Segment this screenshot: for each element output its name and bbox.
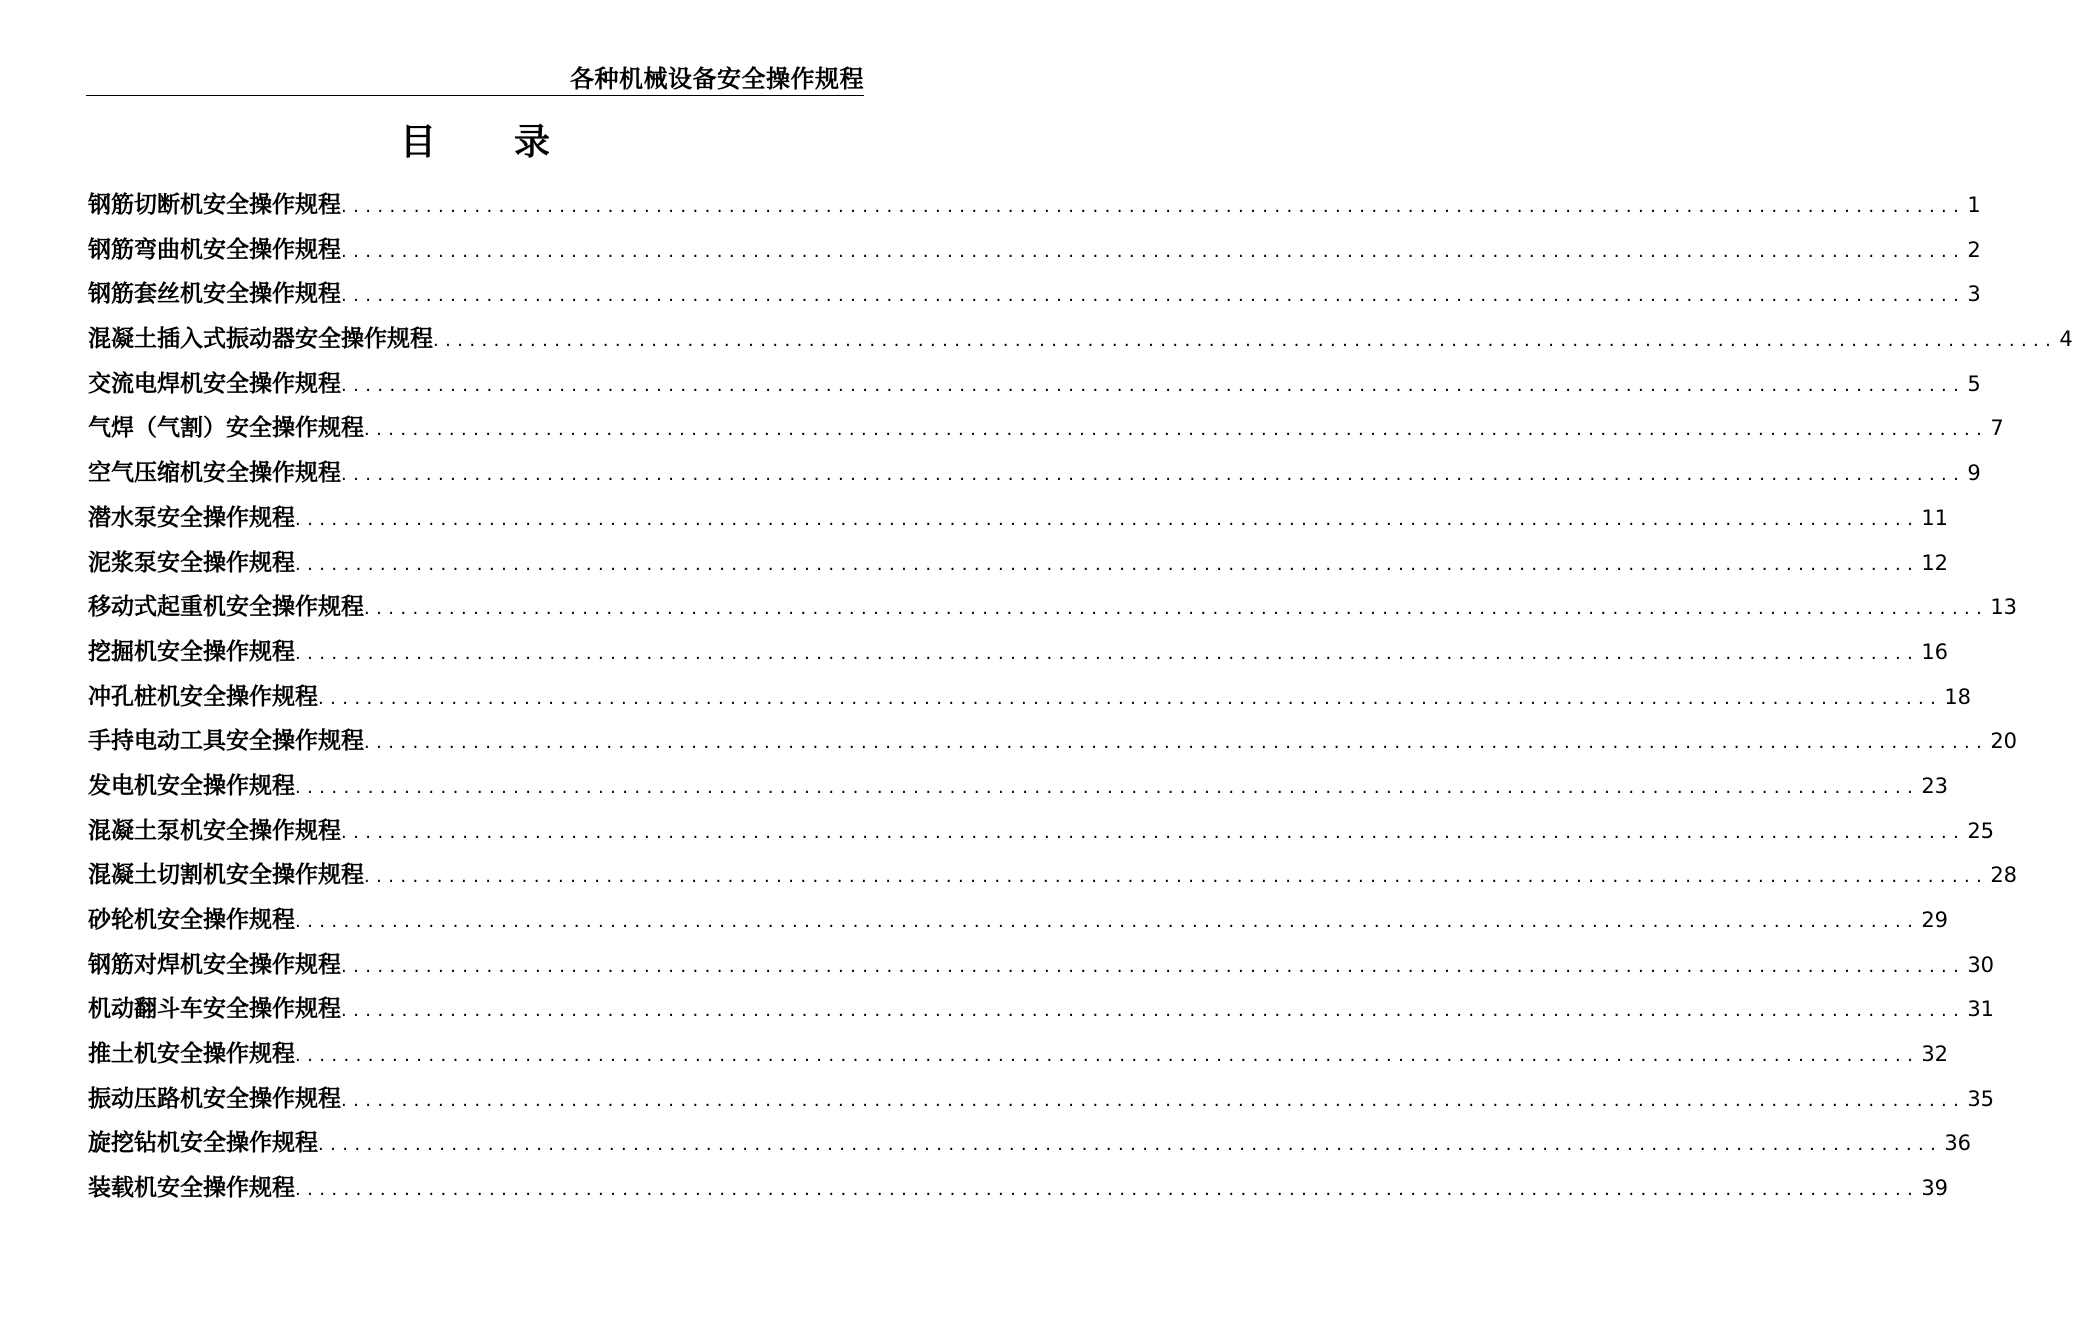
toc-entry-title: 交流电焊机安全操作规程 bbox=[88, 370, 341, 397]
toc-dot-leader: ...................................................................................................................................... bbox=[341, 464, 1966, 486]
toc-page-number: 5 bbox=[1967, 371, 1981, 396]
toc-dot-leader: ...................................................................................................................................... bbox=[341, 196, 1966, 217]
toc-page-number: 39 bbox=[1921, 1176, 1949, 1201]
toc-dot-leader: ...................................................................................................................................... bbox=[295, 553, 1920, 575]
toc-dot-leader: ...................................................................................................................................... bbox=[364, 419, 1989, 441]
toc-entry[interactable] bbox=[88, 451, 1981, 496]
toc-entry[interactable] bbox=[88, 406, 2004, 451]
toc-entry[interactable] bbox=[88, 1032, 1949, 1077]
toc-entry-title: 装载机安全操作规程 bbox=[88, 1175, 295, 1202]
toc-entry[interactable] bbox=[88, 987, 1995, 1032]
toc-entry[interactable] bbox=[88, 898, 1949, 943]
toc-page-number: 13 bbox=[1990, 595, 2018, 620]
toc-dot-leader: ...................................................................................................................................... bbox=[364, 598, 1989, 620]
toc-entry-title: 钢筋弯曲机安全操作规程 bbox=[88, 236, 341, 263]
toc-entry[interactable] bbox=[88, 541, 1949, 586]
toc-list bbox=[88, 183, 2073, 1211]
toc-page-number: 12 bbox=[1921, 550, 1949, 575]
toc-page-number: 29 bbox=[1921, 908, 1949, 932]
toc-entry[interactable] bbox=[88, 362, 1981, 407]
toc-page-number: 1 bbox=[1967, 193, 1981, 217]
toc-entry-title: 挖掘机安全操作规程 bbox=[88, 638, 295, 665]
toc-dot-leader: ...................................................................................................................................... bbox=[295, 508, 1920, 530]
toc-entry-title: 泥浆泵安全操作规程 bbox=[88, 549, 295, 576]
toc-page-number: 11 bbox=[1921, 505, 1949, 530]
toc-entry-title: 移动式起重机安全操作规程 bbox=[88, 594, 364, 621]
toc-dot-leader: ...................................................................................................................................... bbox=[295, 911, 1920, 932]
toc-dot-leader: ...................................................................................................................................... bbox=[433, 330, 2058, 352]
toc-page-number: 25 bbox=[1967, 818, 1995, 843]
toc-dot-leader: ...................................................................................................................................... bbox=[295, 1045, 1920, 1067]
toc-heading: 目录 bbox=[399, 122, 628, 163]
toc-entry[interactable] bbox=[88, 496, 1949, 541]
toc-entry-title: 钢筋套丝机安全操作规程 bbox=[88, 281, 341, 308]
toc-dot-leader: ...................................................................................................................................... bbox=[341, 955, 1966, 977]
toc-entry[interactable] bbox=[88, 853, 2018, 898]
toc-dot-leader: ...................................................................................................................................... bbox=[295, 1179, 1920, 1201]
toc-entry-title: 推土机安全操作规程 bbox=[88, 1041, 295, 1068]
toc-dot-leader: ...................................................................................................................................... bbox=[295, 642, 1920, 664]
toc-page-number: 31 bbox=[1967, 997, 1995, 1022]
toc-entry-title: 砂轮机安全操作规程 bbox=[88, 907, 295, 933]
toc-page-number: 30 bbox=[1967, 952, 1995, 977]
toc-entry[interactable] bbox=[88, 809, 1995, 854]
toc-dot-leader: ...................................................................................................................................... bbox=[318, 1134, 1943, 1156]
toc-page-number: 4 bbox=[2059, 327, 2073, 352]
toc-page-number: 23 bbox=[1921, 773, 1949, 798]
toc-entry[interactable] bbox=[88, 943, 1995, 988]
toc-entry[interactable] bbox=[88, 675, 1972, 720]
toc-dot-leader: ...................................................................................................................................... bbox=[341, 285, 1966, 307]
toc-entry-title: 冲孔桩机安全操作规程 bbox=[88, 683, 318, 710]
toc-entry-title: 混凝土插入式振动器安全操作规程 bbox=[88, 326, 433, 353]
toc-entry-title: 发电机安全操作规程 bbox=[88, 772, 295, 799]
toc-page-number: 16 bbox=[1921, 639, 1949, 664]
toc-entry[interactable] bbox=[88, 317, 2073, 362]
toc-entry-title: 手持电动工具安全操作规程 bbox=[88, 728, 364, 755]
toc-entry-title: 混凝土切割机安全操作规程 bbox=[88, 862, 364, 889]
toc-dot-leader: ...................................................................................................................................... bbox=[341, 1089, 1966, 1111]
toc-entry[interactable] bbox=[88, 183, 1981, 228]
toc-page-number: 36 bbox=[1944, 1131, 1972, 1156]
toc-entry[interactable] bbox=[88, 764, 1949, 809]
toc-page-number: 2 bbox=[1967, 237, 1981, 262]
toc-page-number: 28 bbox=[1990, 863, 2018, 888]
toc-entry-title: 钢筋切断机安全操作规程 bbox=[88, 192, 341, 218]
toc-page-number: 7 bbox=[1990, 416, 2004, 441]
toc-dot-leader: ...................................................................................................................................... bbox=[295, 776, 1920, 798]
toc-dot-leader: ...................................................................................................................................... bbox=[318, 687, 1943, 709]
toc-dot-leader: ...................................................................................................................................... bbox=[341, 821, 1966, 843]
toc-page-number: 35 bbox=[1967, 1086, 1995, 1111]
toc-dot-leader: ...................................................................................................................................... bbox=[341, 1000, 1966, 1022]
toc-entry[interactable] bbox=[88, 1077, 1995, 1122]
toc-entry-title: 机动翻斗车安全操作规程 bbox=[88, 996, 341, 1023]
document-header-title: 各种机械设备安全操作规程 bbox=[570, 65, 864, 93]
toc-dot-leader: ...................................................................................................................................... bbox=[364, 732, 1989, 754]
toc-page-number: 3 bbox=[1967, 282, 1981, 307]
toc-entry-title: 钢筋对焊机安全操作规程 bbox=[88, 951, 341, 978]
toc-entry-title: 混凝土泵机安全操作规程 bbox=[88, 817, 341, 844]
toc-entry[interactable] bbox=[88, 228, 1981, 273]
toc-entry[interactable] bbox=[88, 1166, 1949, 1211]
toc-dot-leader: ...................................................................................................................................... bbox=[364, 866, 1989, 888]
header-divider bbox=[86, 95, 864, 96]
toc-entry-title: 旋挖钻机安全操作规程 bbox=[88, 1130, 318, 1157]
toc-page-number: 9 bbox=[1967, 461, 1981, 486]
toc-entry[interactable] bbox=[88, 272, 1981, 317]
toc-entry-title: 气焊（气割）安全操作规程 bbox=[88, 415, 364, 442]
toc-entry-title: 振动压路机安全操作规程 bbox=[88, 1085, 341, 1112]
toc-dot-leader: ...................................................................................................................................... bbox=[341, 240, 1966, 262]
toc-page-number: 32 bbox=[1921, 1042, 1949, 1067]
toc-entry-title: 空气压缩机安全操作规程 bbox=[88, 460, 341, 487]
toc-entry[interactable] bbox=[88, 630, 1949, 675]
toc-entry[interactable] bbox=[88, 585, 2018, 630]
toc-page-number: 20 bbox=[1990, 729, 2018, 754]
toc-dot-leader: ...................................................................................................................................... bbox=[341, 374, 1966, 396]
toc-entry[interactable] bbox=[88, 719, 2018, 764]
toc-entry[interactable] bbox=[88, 1121, 1972, 1166]
toc-page-number: 18 bbox=[1944, 684, 1972, 709]
toc-entry-title: 潜水泵安全操作规程 bbox=[88, 504, 295, 531]
